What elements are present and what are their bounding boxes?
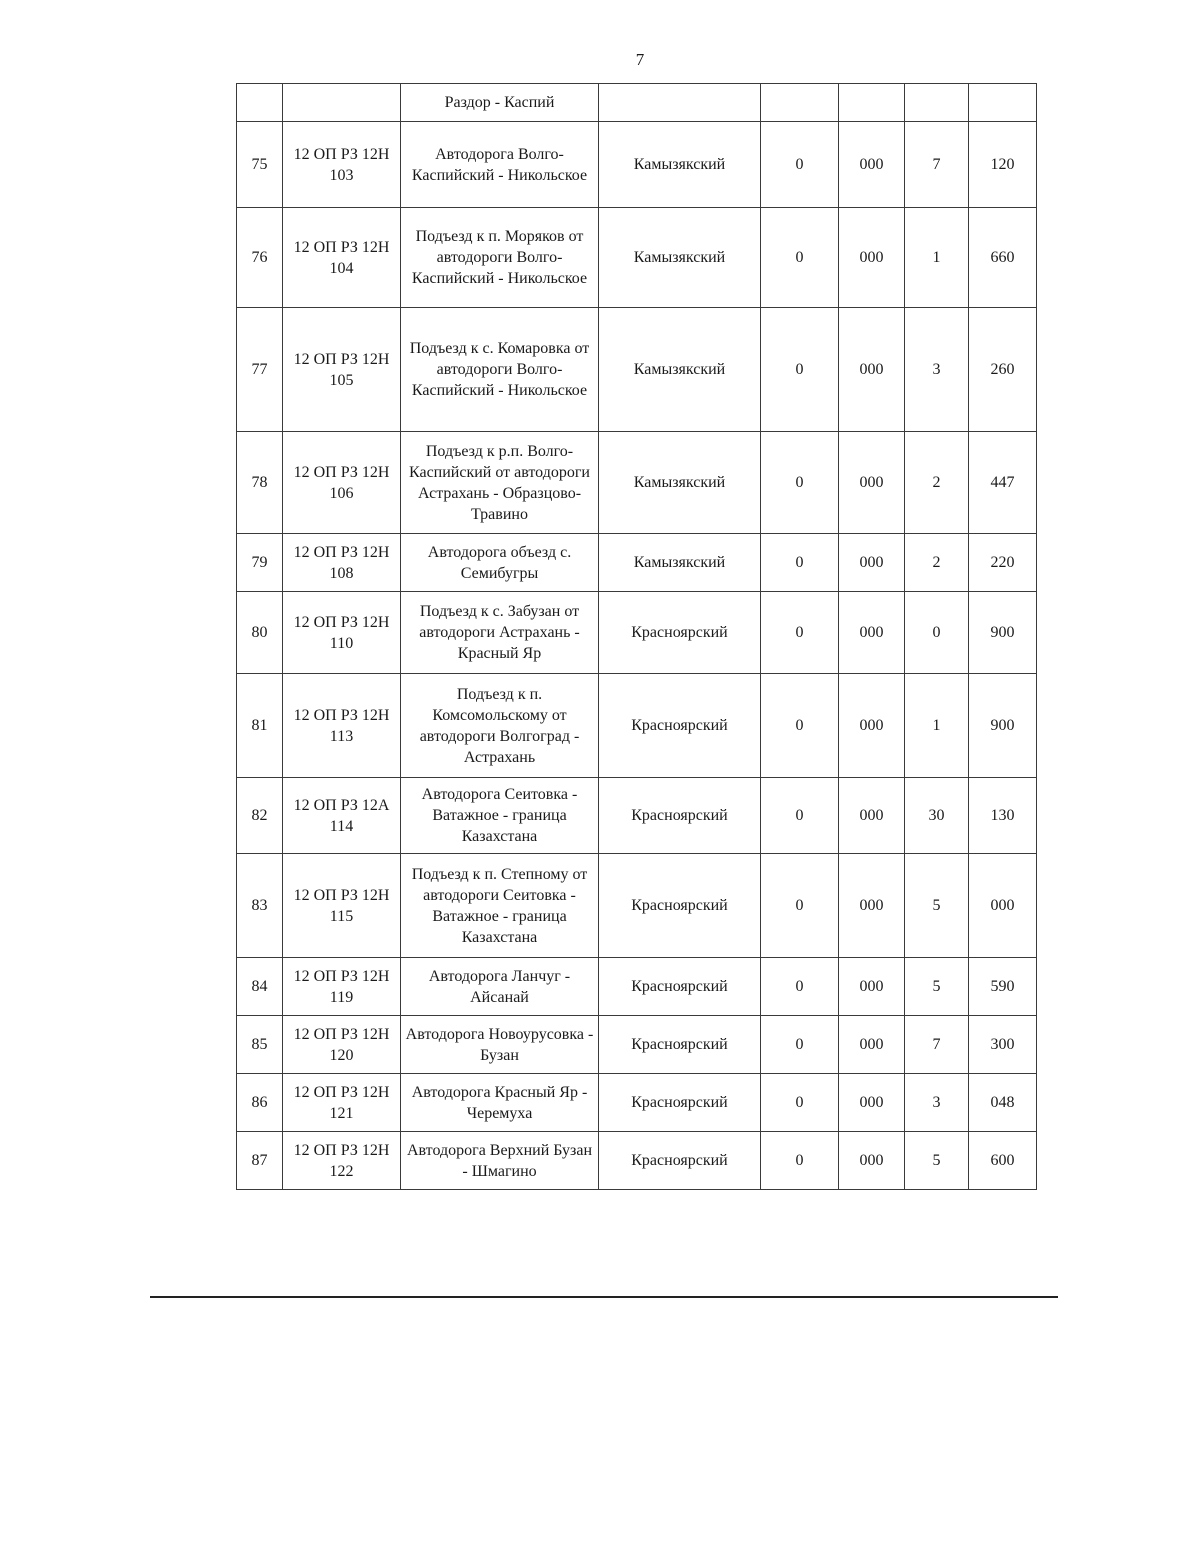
cell-name: Подъезд к с. Комаровка от автодороги Волго-Каспийский - Никольское (401, 308, 599, 432)
cell-code: 12 ОП РЗ 12Н 122 (283, 1132, 401, 1190)
cell-v2: 000 (839, 854, 905, 958)
cell-code: 12 ОП РЗ 12Н 104 (283, 208, 401, 308)
cell-num: 83 (237, 854, 283, 958)
cell-name: Подъезд к п. Степному от автодороги Сеитовка - Ватажное - граница Казахстана (401, 854, 599, 958)
table-row (237, 854, 1037, 958)
cell-v4: 900 (969, 592, 1037, 674)
cell-code: 12 ОП РЗ 12Н 103 (283, 122, 401, 208)
cell-code: 12 ОП РЗ 12Н 106 (283, 432, 401, 534)
cell-v3: 2 (905, 534, 969, 592)
cell-v1: 0 (761, 958, 839, 1016)
cell-district: Красноярский (599, 674, 761, 778)
cell-v1: 0 (761, 674, 839, 778)
cell-district (599, 84, 761, 122)
roads-table (236, 83, 1037, 1190)
table-row (237, 208, 1037, 308)
cell-name: Автодорога Новоурусовка - Бузан (401, 1016, 599, 1074)
cell-name: Автодорога Красный Яр - Черемуха (401, 1074, 599, 1132)
cell-code: 12 ОП РЗ 12Н 120 (283, 1016, 401, 1074)
cell-v1: 0 (761, 1074, 839, 1132)
cell-num (237, 84, 283, 122)
table-row (237, 674, 1037, 778)
cell-v2: 000 (839, 1016, 905, 1074)
cell-v3: 5 (905, 854, 969, 958)
table-row (237, 1016, 1037, 1074)
cell-num: 84 (237, 958, 283, 1016)
cell-code: 12 ОП РЗ 12Н 110 (283, 592, 401, 674)
cell-name: Подъезд к р.п. Волго-Каспийский от автодороги Астрахань - Образцово-Травино (401, 432, 599, 534)
cell-v2: 000 (839, 534, 905, 592)
cell-v4: 220 (969, 534, 1037, 592)
cell-v3: 1 (905, 674, 969, 778)
cell-district: Камызякский (599, 122, 761, 208)
page-number: 7 (635, 50, 645, 69)
cell-num: 79 (237, 534, 283, 592)
cell-district: Камызякский (599, 534, 761, 592)
cell-v1: 0 (761, 1016, 839, 1074)
cell-v3: 2 (905, 432, 969, 534)
cell-v4: 048 (969, 1074, 1037, 1132)
cell-v2: 000 (839, 208, 905, 308)
cell-v1: 0 (761, 534, 839, 592)
cell-v2: 000 (839, 122, 905, 208)
cell-v3: 3 (905, 308, 969, 432)
cell-v3: 7 (905, 1016, 969, 1074)
table-row (237, 122, 1037, 208)
cell-v4: 447 (969, 432, 1037, 534)
cell-v1: 0 (761, 432, 839, 534)
cell-name: Подъезд к п. Моряков от автодороги Волго-Каспийский - Никольское (401, 208, 599, 308)
cell-num: 76 (237, 208, 283, 308)
table-row (237, 432, 1037, 534)
cell-v3: 5 (905, 1132, 969, 1190)
cell-v2: 000 (839, 1074, 905, 1132)
cell-name: Автодорога Волго-Каспийский - Никольское (401, 122, 599, 208)
cell-v4: 660 (969, 208, 1037, 308)
cell-name: Подъезд к п. Комсомольскому от автодороги Волгоград - Астрахань (401, 674, 599, 778)
cell-v4: 900 (969, 674, 1037, 778)
cell-code (283, 84, 401, 122)
table-row (237, 778, 1037, 854)
bottom-divider (150, 1296, 1058, 1298)
cell-v1: 0 (761, 854, 839, 958)
cell-v1: 0 (761, 208, 839, 308)
cell-name: Автодорога Верхний Бузан - Шмагино (401, 1132, 599, 1190)
cell-v3: 0 (905, 592, 969, 674)
cell-v2: 000 (839, 958, 905, 1016)
cell-v2 (839, 84, 905, 122)
cell-num: 82 (237, 778, 283, 854)
cell-v4: 300 (969, 1016, 1037, 1074)
cell-v1: 0 (761, 122, 839, 208)
cell-code: 12 ОП РЗ 12Н 119 (283, 958, 401, 1016)
cell-v3: 30 (905, 778, 969, 854)
table-row (237, 1132, 1037, 1190)
cell-num: 80 (237, 592, 283, 674)
cell-v2: 000 (839, 778, 905, 854)
cell-v4: 000 (969, 854, 1037, 958)
cell-num: 77 (237, 308, 283, 432)
cell-district: Красноярский (599, 778, 761, 854)
cell-district: Красноярский (599, 958, 761, 1016)
cell-name: Автодорога Ланчуг - Айсанай (401, 958, 599, 1016)
cell-num: 87 (237, 1132, 283, 1190)
cell-code: 12 ОП РЗ 12Н 105 (283, 308, 401, 432)
cell-v2: 000 (839, 1132, 905, 1190)
cell-code: 12 ОП РЗ 12Н 121 (283, 1074, 401, 1132)
cell-v4: 120 (969, 122, 1037, 208)
cell-v3: 7 (905, 122, 969, 208)
cell-v2: 000 (839, 592, 905, 674)
cell-name: Автодорога объезд с. Семибугры (401, 534, 599, 592)
cell-name: Подъезд к с. Забузан от автодороги Астрахань - Красный Яр (401, 592, 599, 674)
cell-code: 12 ОП РЗ 12Н 108 (283, 534, 401, 592)
cell-district: Камызякский (599, 308, 761, 432)
cell-code: 12 ОП РЗ 12Н 113 (283, 674, 401, 778)
cell-code: 12 ОП РЗ 12Н 115 (283, 854, 401, 958)
cell-district: Красноярский (599, 854, 761, 958)
cell-district: Красноярский (599, 1016, 761, 1074)
table-row (237, 592, 1037, 674)
table-row (237, 958, 1037, 1016)
cell-v2: 000 (839, 308, 905, 432)
cell-v2: 000 (839, 674, 905, 778)
roads-table-container (236, 83, 1036, 1190)
cell-num: 81 (237, 674, 283, 778)
cell-v3: 1 (905, 208, 969, 308)
cell-v3: 5 (905, 958, 969, 1016)
cell-v1: 0 (761, 778, 839, 854)
cell-num: 75 (237, 122, 283, 208)
cell-num: 78 (237, 432, 283, 534)
cell-v3 (905, 84, 969, 122)
table-row (237, 308, 1037, 432)
cell-code: 12 ОП РЗ 12А 114 (283, 778, 401, 854)
cell-v2: 000 (839, 432, 905, 534)
cell-v4: 600 (969, 1132, 1037, 1190)
cell-name: Раздор - Каспий (401, 84, 599, 122)
cell-v4: 260 (969, 308, 1037, 432)
cell-v4: 130 (969, 778, 1037, 854)
table-row (237, 1074, 1037, 1132)
cell-v3: 3 (905, 1074, 969, 1132)
table-row-continuation (237, 84, 1037, 122)
cell-v1: 0 (761, 1132, 839, 1190)
cell-v4 (969, 84, 1037, 122)
table-row (237, 534, 1037, 592)
cell-v1: 0 (761, 308, 839, 432)
cell-district: Красноярский (599, 1074, 761, 1132)
cell-v4: 590 (969, 958, 1037, 1016)
cell-num: 85 (237, 1016, 283, 1074)
cell-v1: 0 (761, 592, 839, 674)
cell-name: Автодорога Сеитовка - Ватажное - граница Казахстана (401, 778, 599, 854)
cell-district: Красноярский (599, 1132, 761, 1190)
cell-num: 86 (237, 1074, 283, 1132)
cell-district: Камызякский (599, 208, 761, 308)
cell-v1 (761, 84, 839, 122)
cell-district: Красноярский (599, 592, 761, 674)
cell-district: Камызякский (599, 432, 761, 534)
